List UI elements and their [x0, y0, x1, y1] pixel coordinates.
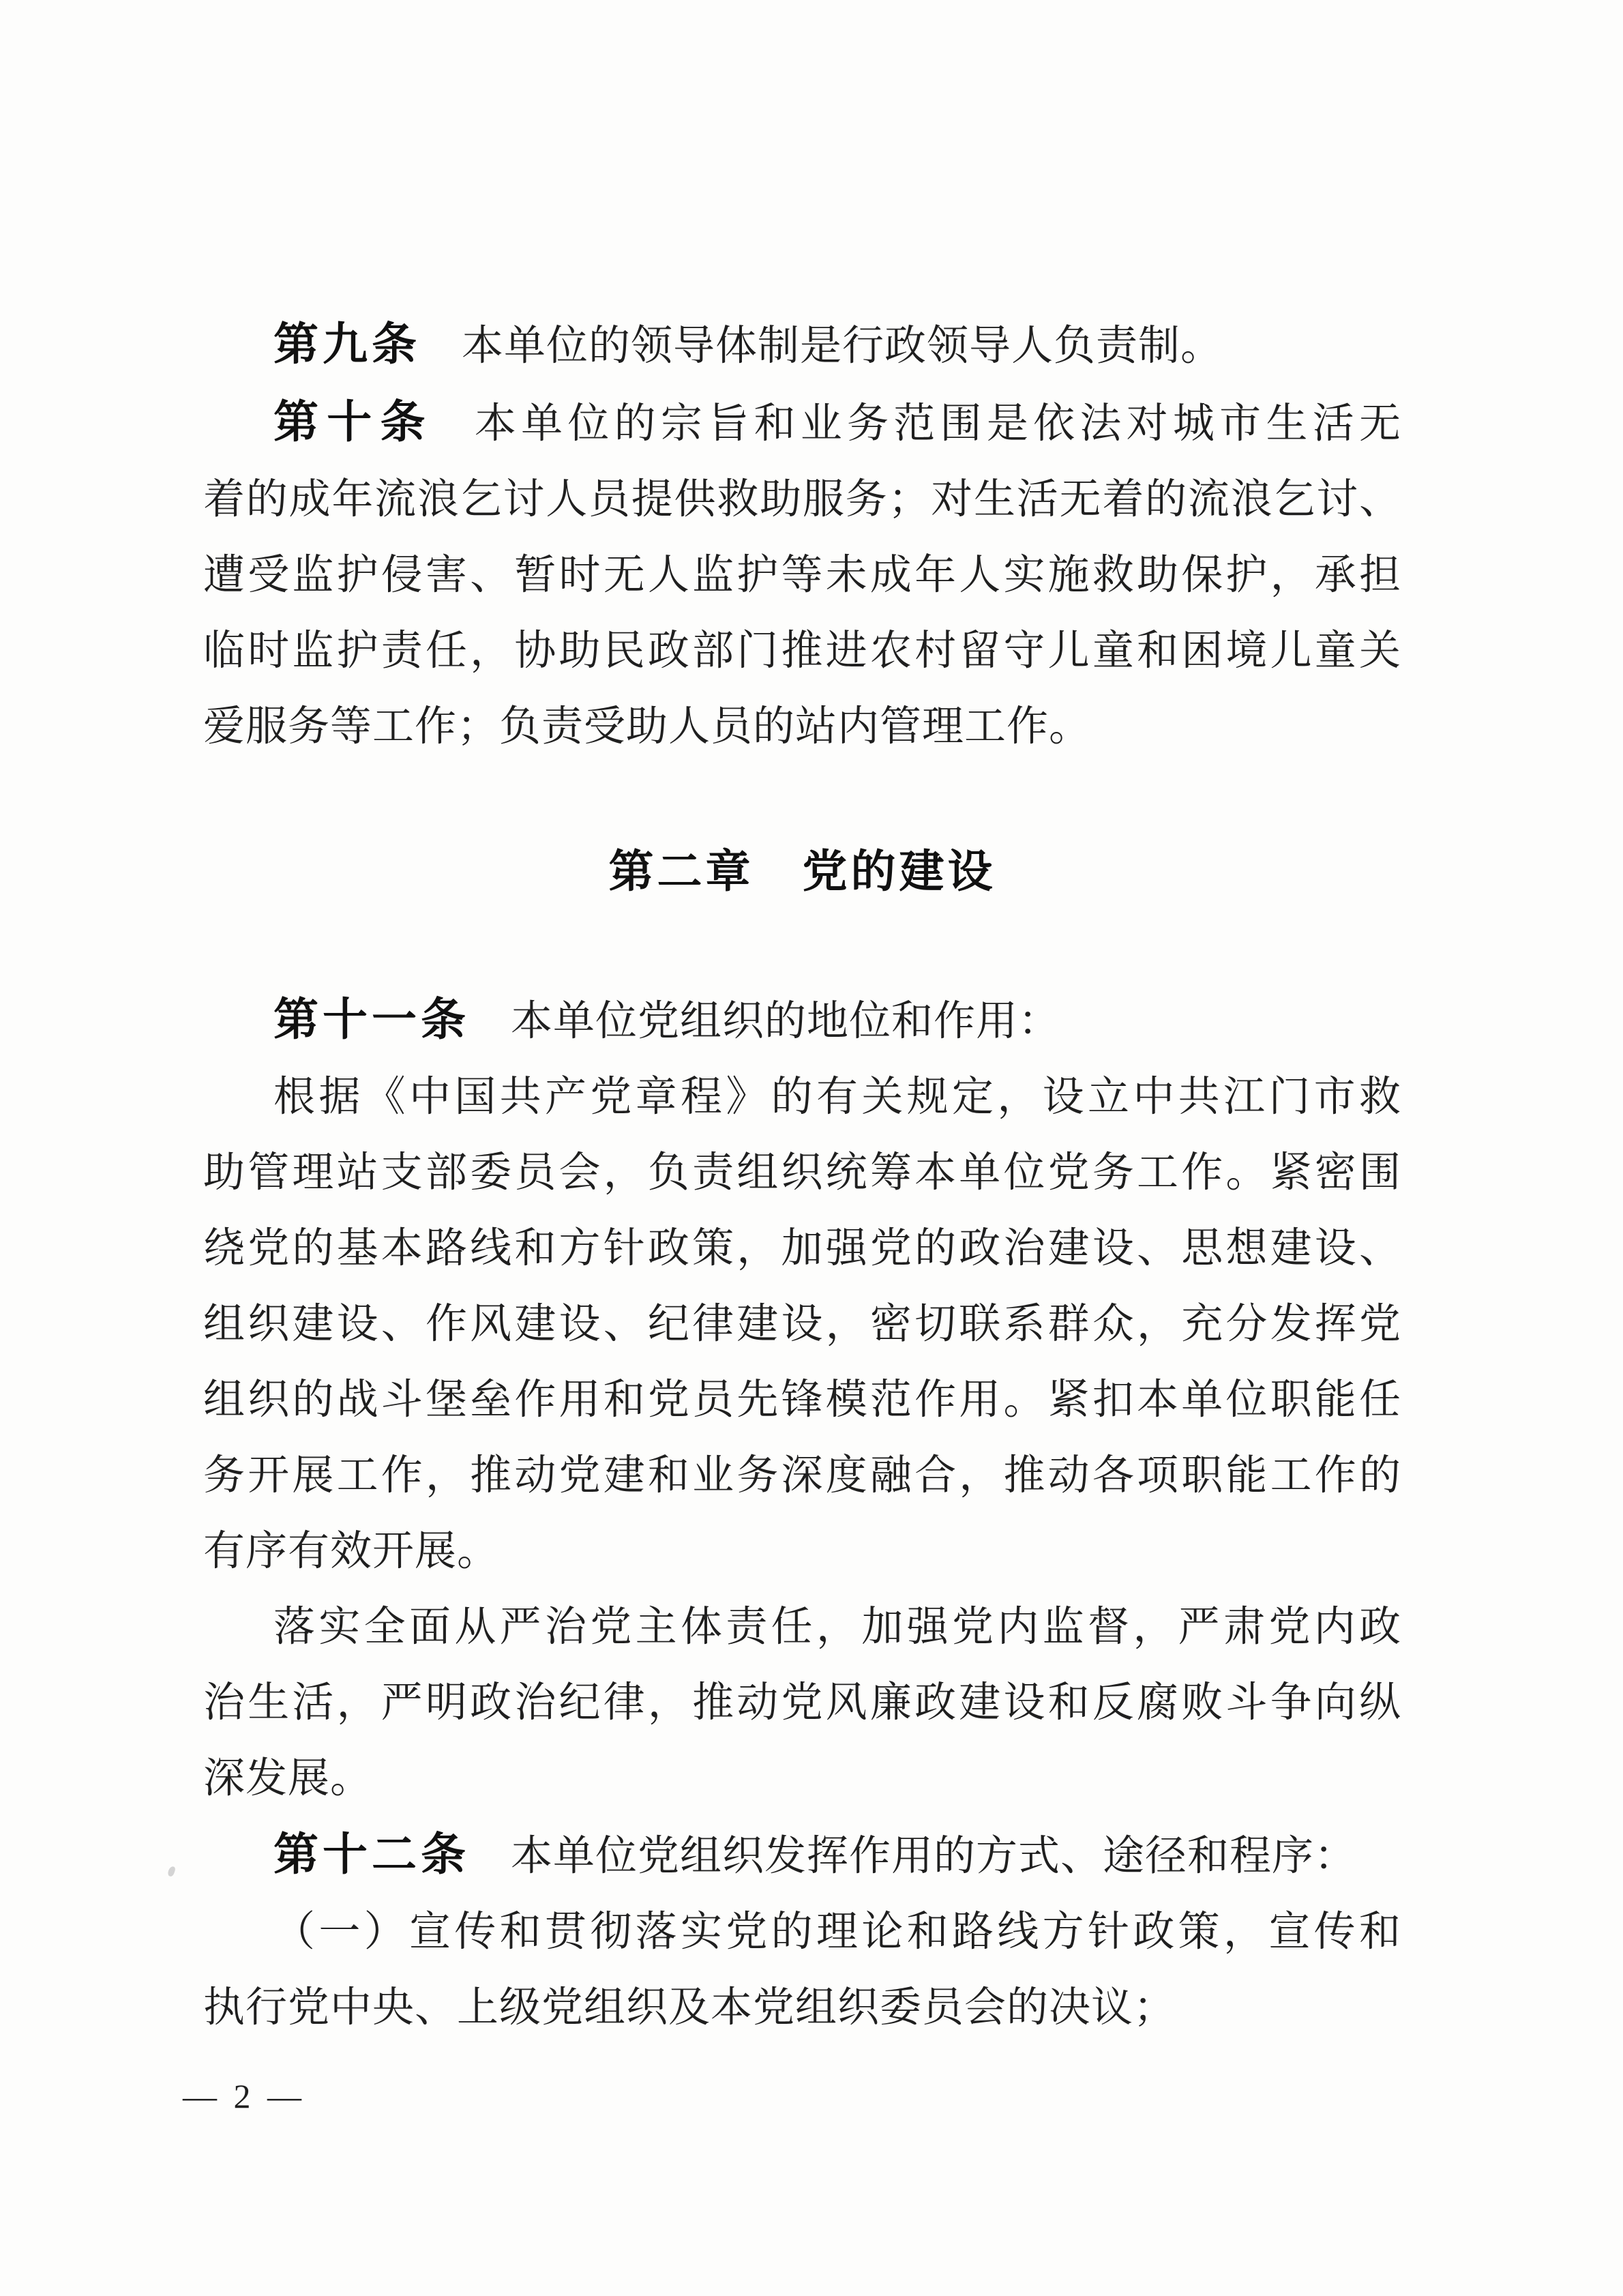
line-text: 本单位的领导体制是行政领导人负责制。: [462, 323, 1223, 369]
scan-speck-artifact: [167, 1866, 176, 1877]
line-text: 临时监护责任，协助民政部门推进农村留守儿童和困境儿童关: [203, 628, 1401, 674]
line-text: 本单位的宗旨和业务范围是依法对城市生活无: [474, 401, 1401, 447]
line-text: 着的成年流浪乞讨人员提供救助服务；对生活无着的流浪乞讨、: [203, 477, 1401, 523]
line-text: 组织的战斗堡垒作用和党员先锋模范作用。紧扣本单位职能任: [203, 1377, 1401, 1423]
document-body: [203, 306, 1401, 2046]
text-line: [203, 1894, 1401, 1970]
chapter-heading: 第二章 党的建设: [608, 846, 996, 896]
article-number-label: 第十二条: [273, 1829, 470, 1879]
text-line: [203, 384, 1401, 462]
line-text: 落实全面从严治党主体责任，加强党内监督，严肃党内政: [273, 1604, 1401, 1650]
line-text: 本单位党组织发挥作用的方式、途径和程序：: [511, 1834, 1357, 1879]
text-line: [203, 1514, 1401, 1589]
text-line: [203, 1816, 1401, 1894]
text-line: [203, 1362, 1401, 1438]
line-text: 爱服务等工作；负责受助人员的站内管理工作。: [203, 704, 1092, 750]
line-text: 助管理站支部委员会，负责组织统筹本单位党务工作。紧密围: [203, 1150, 1401, 1196]
text-line: [203, 1211, 1401, 1286]
text-line: [203, 613, 1401, 689]
text-line: [203, 1741, 1401, 1816]
text-line: [203, 1438, 1401, 1514]
text-line: [203, 1589, 1401, 1665]
text-line: [203, 1286, 1401, 1362]
line-text: 绕党的基本路线和方针政策，加强党的政治建设、思想建设、: [203, 1226, 1401, 1271]
article-number-label: 第十条: [273, 396, 434, 447]
text-line: [203, 982, 1401, 1059]
line-text: 本单位党组织的地位和作用：: [511, 999, 1061, 1044]
line-text: 遭受监护侵害、暂时无人监护等未成年人实施救助保护，承担: [203, 553, 1401, 598]
text-line: [203, 1665, 1401, 1741]
line-text: 治生活，严明政治纪律，推动党风廉政建设和反腐败斗争向纵: [203, 1680, 1401, 1726]
line-text: 执行党中央、上级党组织及本党组织委员会的决议；: [203, 1985, 1176, 2031]
article-number-label: 第十一条: [273, 994, 470, 1044]
article-number-label: 第九条: [273, 319, 421, 369]
text-line: [203, 462, 1401, 538]
line-text: （一）宣传和贯彻落实党的理论和路线方针政策，宣传和: [273, 1909, 1401, 1955]
text-line: [203, 1135, 1401, 1211]
line-text: 有序有效开展。: [203, 1529, 500, 1574]
line-text: 根据《中国共产党章程》的有关规定，设立中共江门市救: [273, 1074, 1401, 1120]
text-line: [203, 1970, 1401, 2046]
text-line: [203, 689, 1401, 765]
line-text: 组织建设、作风建设、纪律建设，密切联系群众，充分发挥党: [203, 1301, 1401, 1347]
text-line: [203, 306, 1401, 384]
text-line: [203, 538, 1401, 613]
text-line: [203, 1059, 1401, 1135]
page-number: — 2 —: [183, 2077, 303, 2115]
line-text: 深发展。: [203, 1756, 373, 1801]
line-text: 务开展工作，推动党建和业务深度融合，推动各项职能工作的: [203, 1453, 1401, 1499]
